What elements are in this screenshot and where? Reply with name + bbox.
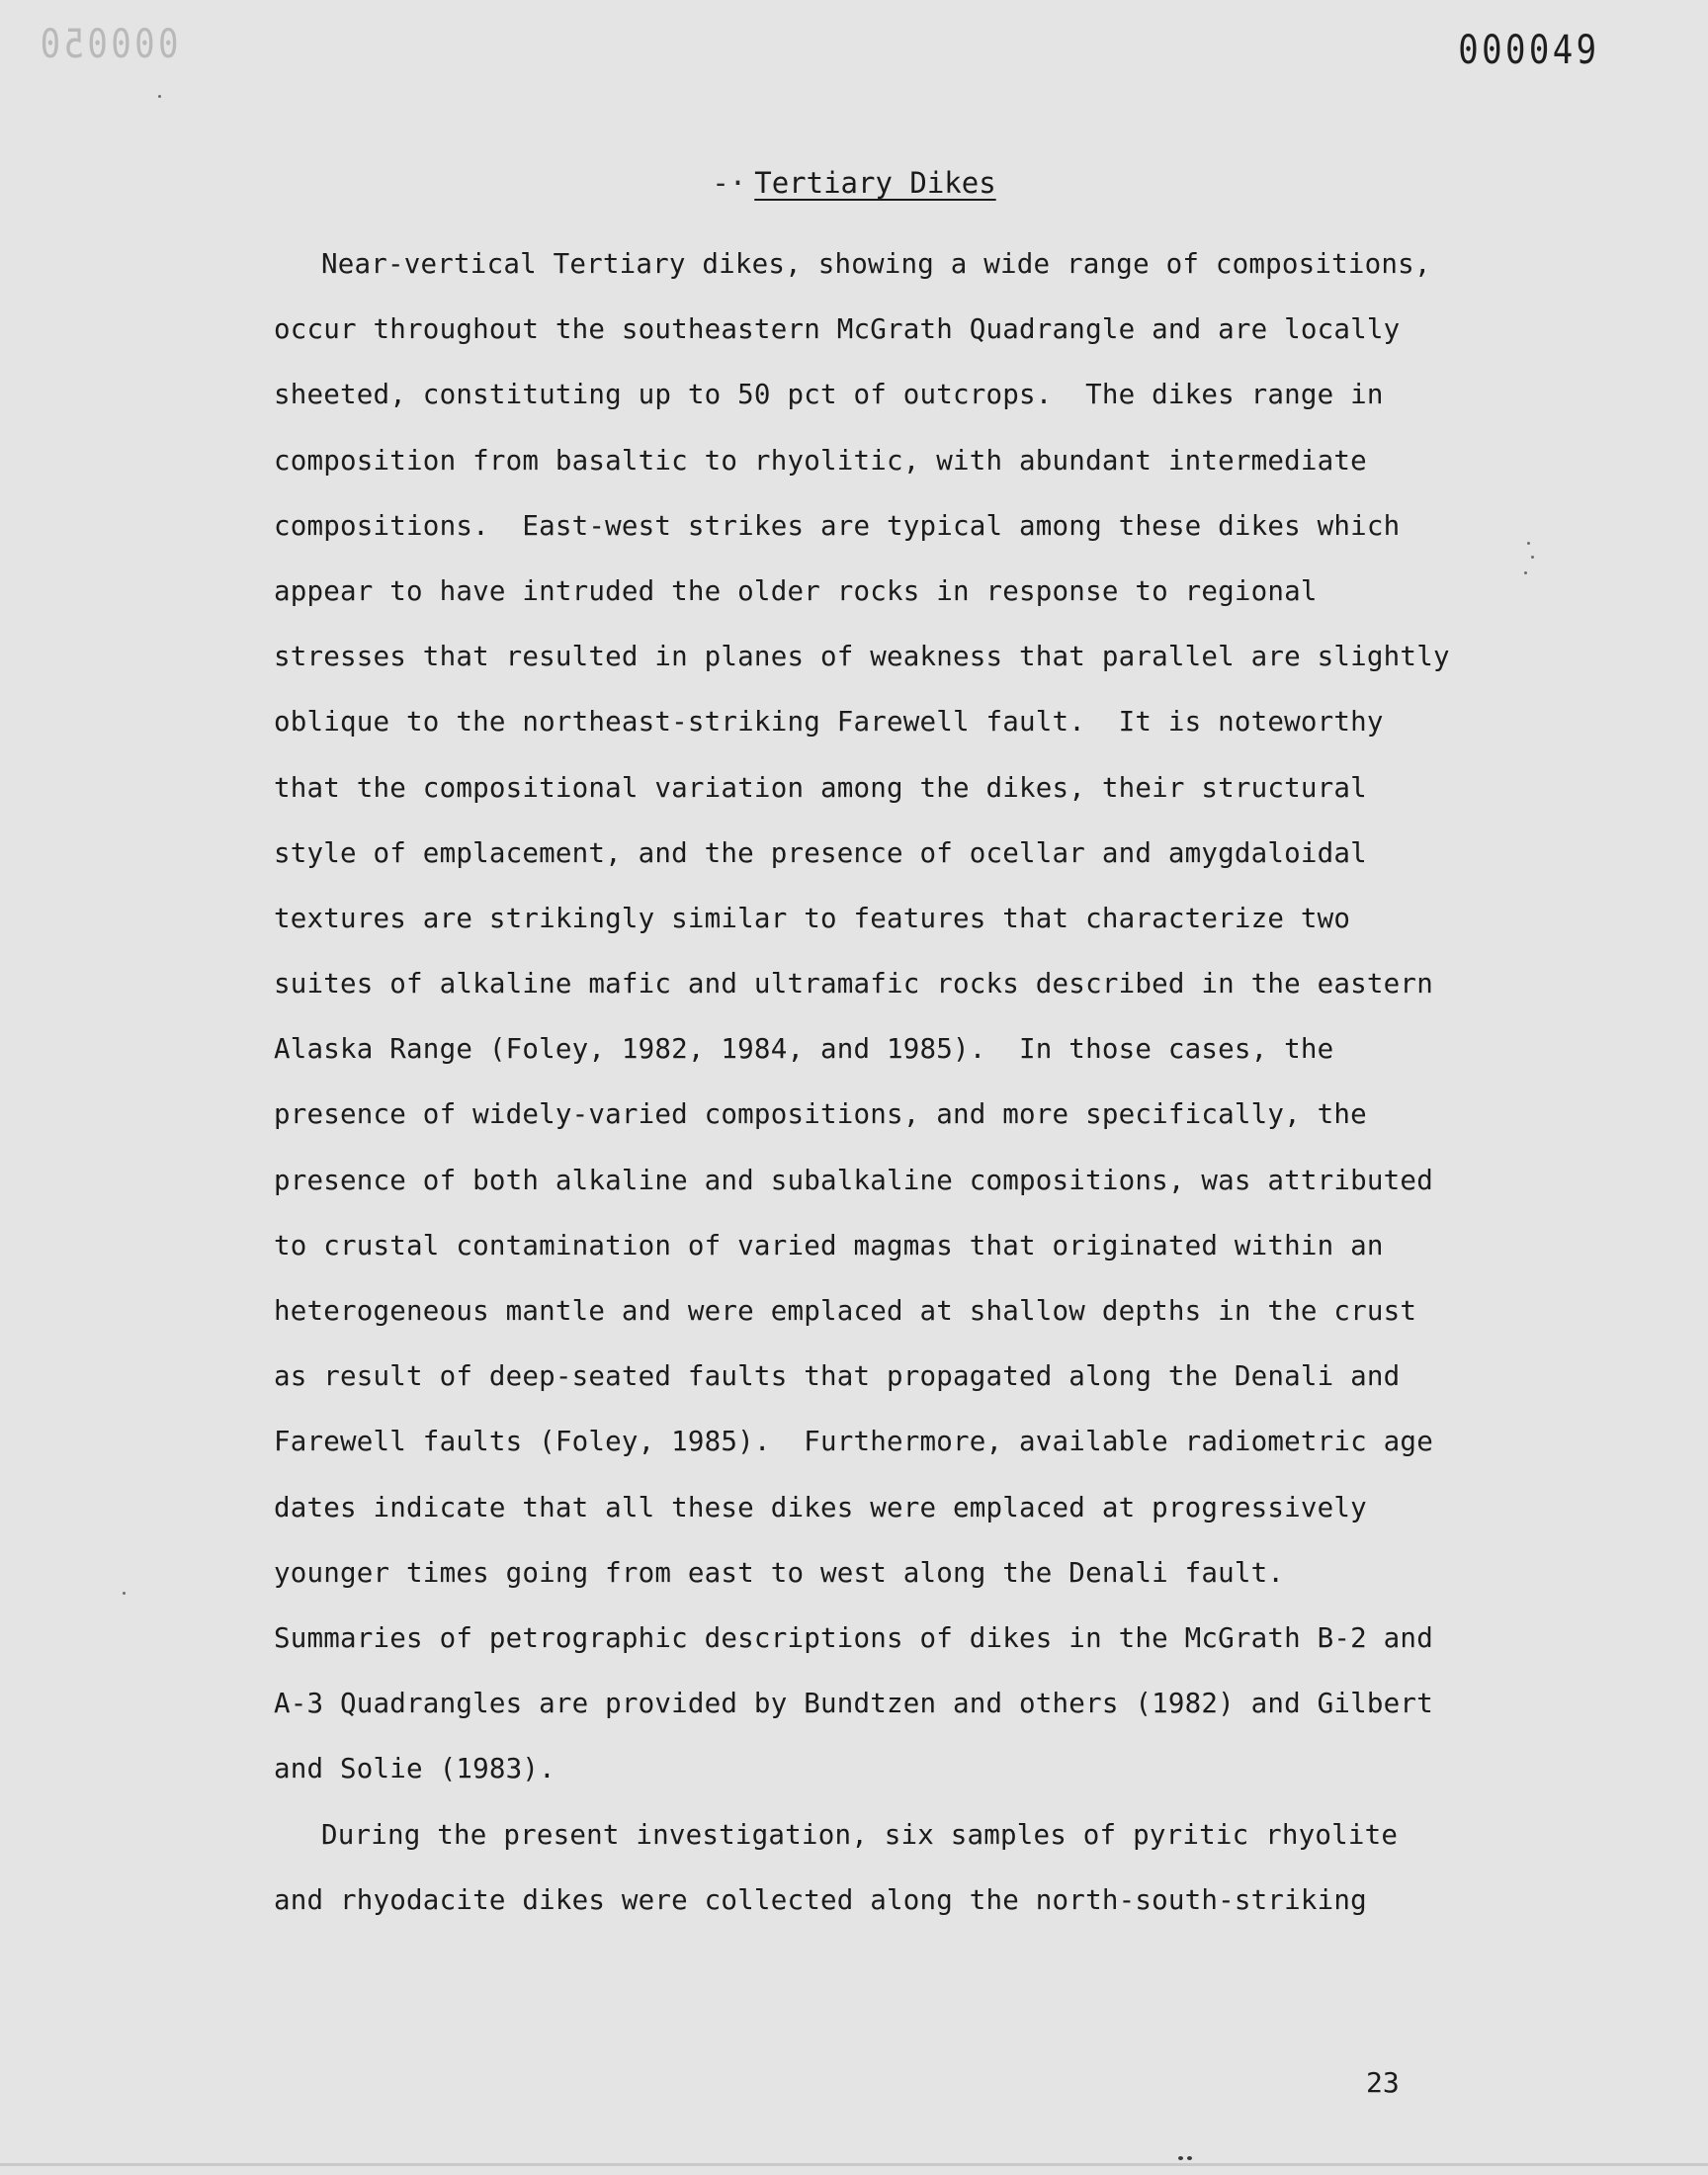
bleed-through-document-number: 000050: [37, 22, 179, 67]
document-number: 000049: [1457, 28, 1599, 73]
section-heading: [0, 166, 1708, 200]
text-line: textures are strikingly similar to features that characterize two: [274, 902, 1351, 934]
text-line: and Solie (1983).: [274, 1753, 555, 1785]
text-line: stresses that resulted in planes of weakness that parallel are slightly: [274, 641, 1450, 673]
text-line: composition from basaltic to rhyolitic, with abundant intermediate: [274, 444, 1367, 477]
text-line: that the compositional variation among the dikes, their structural: [274, 771, 1367, 804]
text-line: oblique to the northeast-striking Farewell fault. It is noteworthy: [274, 706, 1384, 739]
scan-speck: [158, 95, 161, 98]
text-line: Near-vertical Tertiary dikes, showing a wide range of compositions,: [321, 248, 1431, 280]
text-line: presence of widely-varied compositions, and more specifically, the: [274, 1098, 1367, 1131]
text-line: sheeted, constituting up to 50 pct of outcrops. The dikes range in: [274, 379, 1384, 411]
paragraph: [274, 231, 1460, 1802]
text-line: younger times going from east to west along the Denali fault.: [274, 1556, 1285, 1589]
scan-speck: [1531, 556, 1534, 559]
text-line: compositions. East-west strikes are typical among these dikes which: [274, 509, 1401, 542]
text-line: appear to have intruded the older rocks in response to regional: [274, 574, 1318, 607]
text-line: A-3 Quadrangles are provided by Bundtzen and others (1982) and Gilbert: [274, 1688, 1433, 1720]
text-line: presence of both alkaline and subalkaline compositions, was attributed: [274, 1164, 1433, 1196]
text-line: heterogeneous mantle and were emplaced at shallow depths in the crust: [274, 1295, 1417, 1327]
text-line: style of emplacement, and the presence of ocellar and amygdaloidal: [274, 836, 1367, 869]
text-line: Alaska Range (Foley, 1982, 1984, and 1985). In those cases, the: [274, 1033, 1334, 1066]
text-line: suites of alkaline mafic and ultramafic rocks described in the eastern: [274, 968, 1433, 1000]
text-line: dates indicate that all these dikes were emplaced at progressively: [274, 1491, 1367, 1523]
page-number: 23: [1366, 2066, 1400, 2099]
body-text: [274, 231, 1460, 1933]
heading-mark: -·: [712, 166, 747, 200]
text-line: Summaries of petrographic descriptions of dikes in the McGrath B-2 and: [274, 1621, 1433, 1654]
text-line: as result of deep-seated faults that propagated along the Denali and: [274, 1360, 1401, 1393]
scan-speck: [1524, 571, 1527, 574]
scan-speck: [123, 1592, 126, 1595]
paragraph: [274, 1802, 1460, 1933]
scan-speck: [1187, 2156, 1192, 2160]
text-line: to crustal contamination of varied magmas that originated within an: [274, 1229, 1384, 1262]
text-line: Farewell faults (Foley, 1985). Furthermore, available radiometric age: [274, 1426, 1433, 1458]
section-title: Tertiary Dikes: [754, 166, 996, 200]
text-line: and rhyodacite dikes were collected along the north-south-striking: [274, 1883, 1367, 1916]
scan-speck: [1178, 2156, 1183, 2160]
page-edge-divider: [0, 2163, 1708, 2166]
scan-speck: [1527, 542, 1530, 545]
text-line: occur throughout the southeastern McGrath Quadrangle and are locally: [274, 313, 1401, 346]
text-line: During the present investigation, six samples of pyritic rhyolite: [321, 1818, 1399, 1851]
